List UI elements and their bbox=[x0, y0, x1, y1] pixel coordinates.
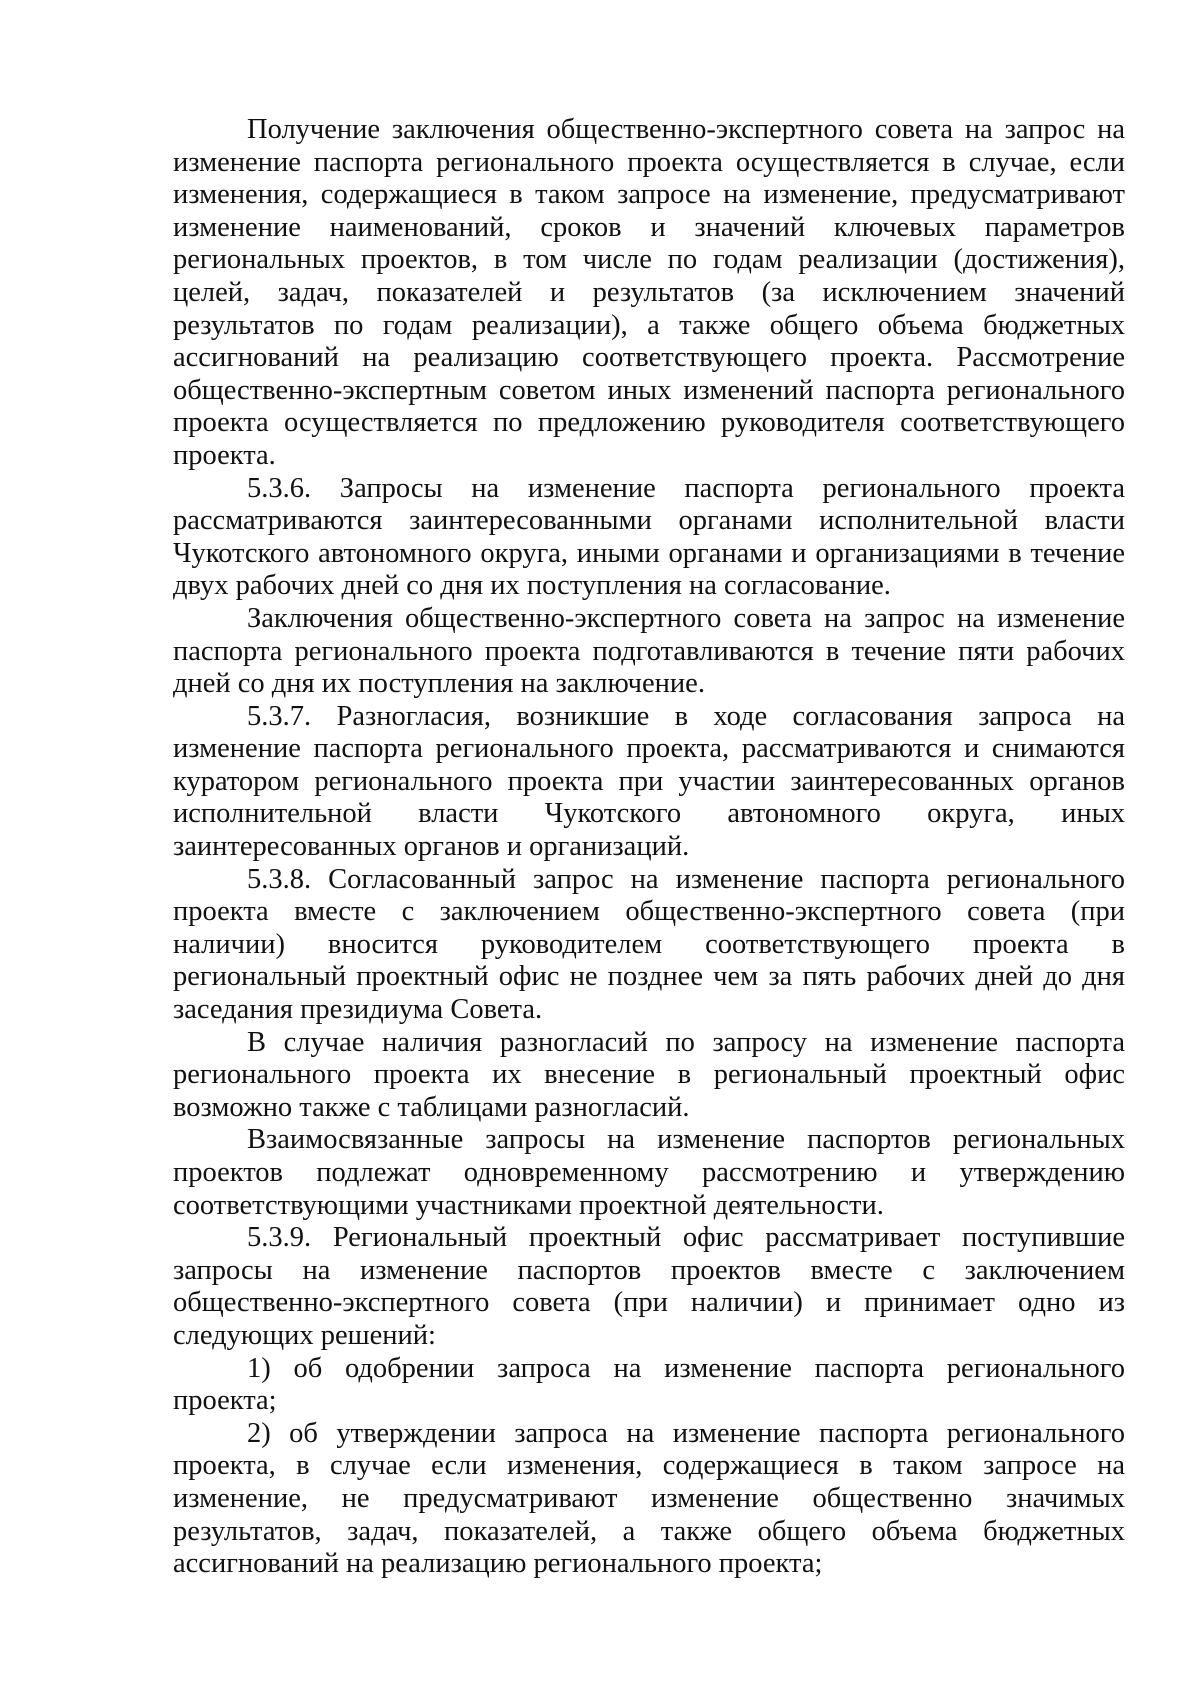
paragraph-related-requests: Взаимосвязанные запросы на изменение паспортов региональных проектов подлежат одновременному рассмотрению и утверждению соответствующими участниками проектной деятельности. bbox=[173, 1124, 1125, 1221]
paragraph-5-3-7: 5.3.7. Разногласия, возникшие в ходе согласования запроса на изменение паспорта регионального проекта, рассматриваются и снимаются куратором регионального проекта при участии заинтересованных органов исполнительной власти Чукотского автономного округа, иных заинтересованных органов и организаций. bbox=[173, 700, 1125, 863]
paragraph-5-3-6: 5.3.6. Запросы на изменение паспорта регионального проекта рассматриваются заинтересованными органами исполнительной власти Чукотского автономного округа, иными органами и организациями в течение двух рабочих дней со дня их поступления на согласование. bbox=[173, 472, 1125, 602]
paragraph-expert-conclusions: Заключения общественно-экспертного совета на запрос на изменение паспорта регионального проекта подготавливаются в течение пяти рабочих дней со дня их поступления на заключение. bbox=[173, 602, 1125, 700]
paragraph-5-3-8: 5.3.8. Согласованный запрос на изменение паспорта регионального проекта вместе с заключением общественно-экспертного совета (при наличии) вносится руководителем соответствующего проекта в региональный проектный офис не позднее чем за пять рабочих дней до дня заседания президиума Совета. bbox=[173, 863, 1125, 1026]
paragraph-disagreements: В случае наличия разногласий по запросу на изменение паспорта регионального проекта их внесение в региональный проектный офис возможно также с таблицами разногласий. bbox=[173, 1026, 1125, 1123]
paragraph-public-expert-council: Получение заключения общественно-экспертного совета на запрос на изменение паспорта регионального проекта осуществляется в случае, если изменения, содержащиеся в таком запросе на изменение, предусматривают изменение наименований, сроков и значений ключевых параметров региональных проектов, в том числе по годам реализации (достижения), целей, задач, показателей и результатов (за исключением значений результатов по годам реализации), а также общего объема бюджетных ассигнований на реализацию соответствующего проекта. Рассмотрение общественно-экспертным советом иных изменений паспорта регионального проекта осуществляется по предложению руководителя соответствующего проекта. bbox=[173, 114, 1125, 471]
document-body bbox=[173, 114, 1125, 1581]
paragraph-5-3-9: 5.3.9. Региональный проектный офис рассматривает поступившие запросы на изменение паспортов проектов вместе с заключением общественно-экспертного совета (при наличии) и принимает одно из следующих решений: bbox=[173, 1222, 1125, 1351]
list-item-1: 1) об одобрении запроса на изменение паспорта регионального проекта; bbox=[173, 1352, 1125, 1417]
list-item-2: 2) об утверждении запроса на изменение паспорта регионального проекта, в случае если изменения, содержащиеся в таком запросе на изменение, не предусматривают изменение общественно значимых результатов, задач, показателей, а также общего объема бюджетных ассигнований на реализацию регионального проекта; bbox=[173, 1417, 1125, 1580]
